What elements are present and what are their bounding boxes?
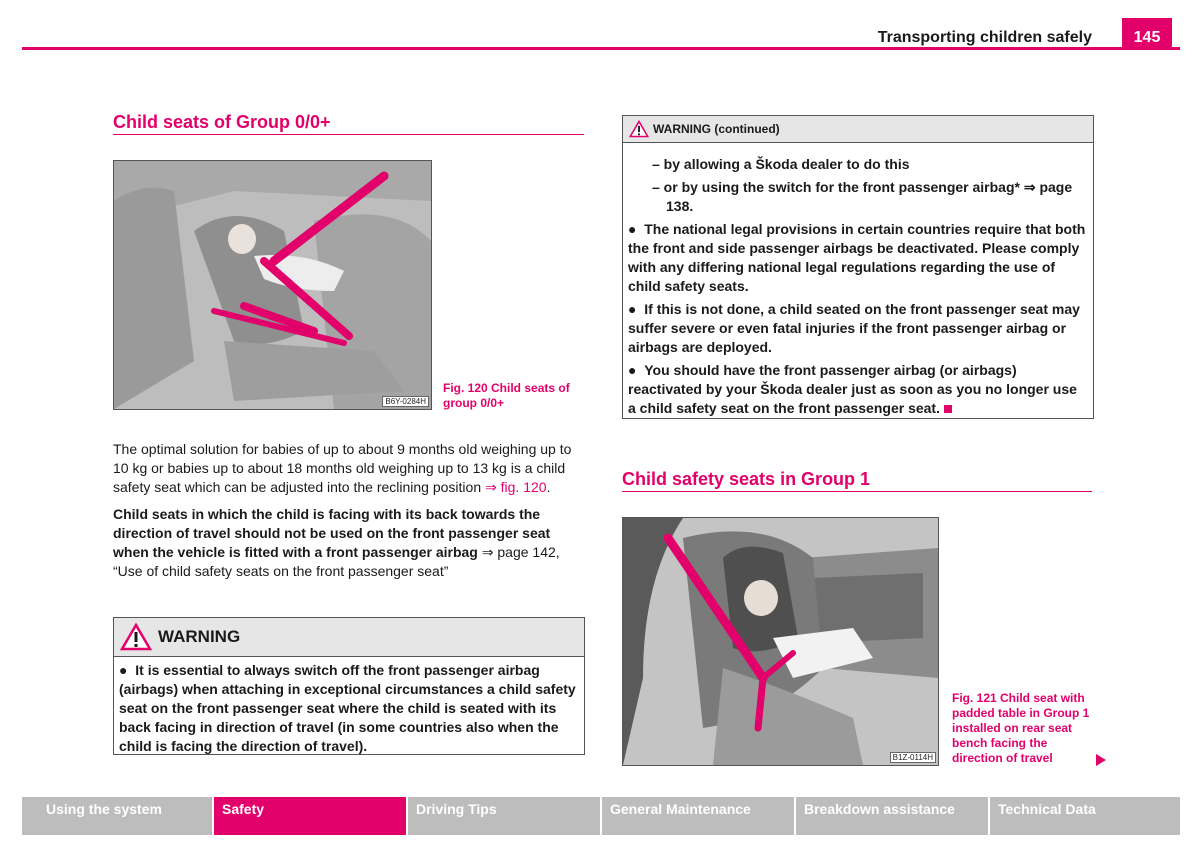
figure-120-caption: Fig. 120 Child seats of group 0/0+ [443,381,570,410]
figure-120-image [113,160,432,410]
bullet-icon: ● [628,301,645,317]
bullet-item-3: ● You should have the front passenger airbag (or airbags) reactivated by your Škoda dealer just as soon as you no longer use a child safety seat on the front passenger seat. [628,362,1077,416]
warning-continued-title: WARNING (continued) [653,122,780,136]
warning-header [114,618,584,657]
nav-tab-driving-tips[interactable]: Driving Tips [408,797,600,835]
bullet-icon: ● [628,362,645,378]
paragraph-1: The optimal solution for babies of up to about 9 months old weighing up to 10 kg or babies up to about 18 months old weighing up to 13 kg is a child safety seat which can be adjusted into the reclining position ⇒ fig. 120. [113,441,572,495]
bullet-item-1: ● The national legal provisions in certain countries require that both the front and side passenger airbags be deactivated. Please comply with any differing national legal regulations regarding the use of child safety seats. [628,221,1086,294]
section-rule [113,134,584,135]
nav-tab-breakdown-assistance[interactable]: Breakdown assistance [796,797,988,835]
warning-continued-box [622,115,1094,419]
nav-tab-general-maintenance[interactable]: General Maintenance [602,797,794,835]
section-title-group1: Child safety seats in Group 1 [622,469,871,489]
figure-code: B6Y-0284H [382,396,429,407]
nav-tab-safety[interactable]: Safety [214,797,406,835]
bullet-icon: ● [628,221,645,237]
warning-triangle-icon [120,623,152,651]
header-rule [22,47,1180,50]
warning-box [113,617,585,755]
end-of-section-icon [944,405,952,413]
running-header-title: Transporting children safely [877,29,1092,46]
section-title-group0: Child seats of Group 0/0+ [113,112,331,132]
figure-code: B1Z-0114H [890,752,936,763]
nav-tab-technical-data[interactable]: Technical Data [990,797,1180,835]
warning-continued-header [623,116,1093,143]
paragraph-2: Child seats in which the child is facing with its back towards the direction of travel should not be used on the front passenger seat when the vehicle is fitted with a front passenger airbag ⇒ page 142, “Use of child safety seats on the front passenger seat” [113,506,560,579]
warning-continued-body [623,143,1093,426]
dash-item-2: – or by using the switch for the front passenger airbag* ⇒ page 138. [652,179,1073,214]
warning-title: WARNING [158,627,241,646]
continue-arrow-icon [1095,753,1107,767]
figure-120-link[interactable]: ⇒ fig. 120 [485,479,547,495]
warning-triangle-icon [629,120,649,138]
bullet-item-2: ● If this is not done, a child seated on the front passenger seat may suffer severe or even fatal injuries if the front passenger airbag or airbags are deployed. [628,301,1080,355]
figure-121-image [622,517,939,766]
section-rule [622,491,1092,492]
dash-item-1: – by allowing a Škoda dealer to do this [652,156,910,172]
page-142-reference[interactable]: ⇒ page 142, “Use of child safety seats on the front passenger seat” [113,544,560,579]
page-number: 145 [1122,18,1172,50]
bullet-icon: ● [119,662,136,678]
warning-body: ● It is essential to always switch off the front passenger airbag (airbags) when attaching in exceptional circumstances a child safety seat on the front passenger seat where the child is seated with its back facing in direction of travel (in some countries also when the child is facing the direction of travel). [119,662,576,754]
left-body [113,440,583,589]
nav-tab-using-the-system[interactable]: Using the system [22,797,212,835]
child-seat-group1-illustration [623,518,938,765]
child-seat-group0-illustration [114,161,431,409]
figure-121-caption: Fig. 121 Child seat with padded table in Group 1 installed on rear seat bench facing the direction of travel [952,691,1090,765]
